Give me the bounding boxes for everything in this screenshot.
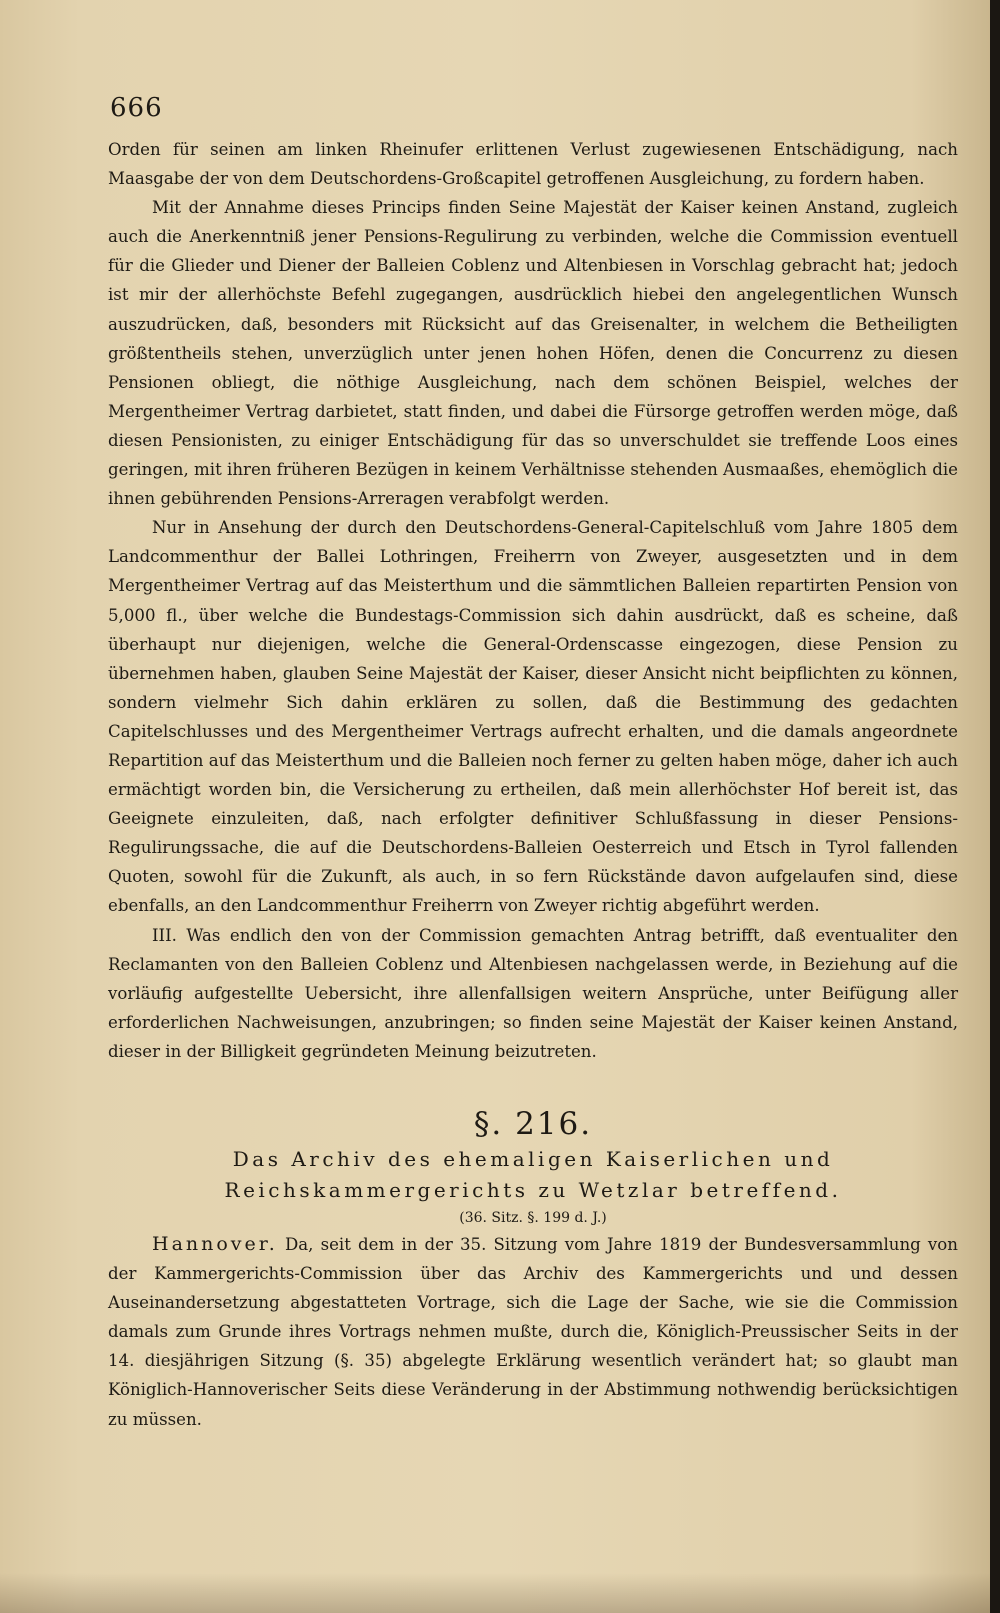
paragraph-item-three: III. Was endlich den von der Commission gemachten Antrag betrifft, daß eventualiter den Reclamanten von den Balleien Coblenz und Altenbiesen nachgelassen werde, in Beziehung auf die vorläufig aufgestellte Uebersicht, ihre allenfallsigen weitern Ansprüche, unter Beifügung aller erforderlichen Nachweisungen, anzubringen; so finden seine Majestät der Kaiser keinen Anstand, dieser in der Billigkeit gegründeten Meinung beizutreten. xyxy=(108,925,958,1061)
section-title: Das Archiv des ehemaligen Kaiserlichen und Reichskammergerichts zu Wetzlar betreffend. xyxy=(224,1147,842,1202)
paragraph-hannover xyxy=(108,1230,958,1434)
section-number: §. 216. xyxy=(473,1106,593,1142)
paragraph-pension-zweyer: Nur in Ansehung der durch den Deutschordens-General-Capitelschluß vom Jahre 1805 dem Landcommenthur der Ballei Lothringen, Freiherrn von Zweyer, ausgesetzten und in dem Mergentheimer Vertrag auf das Meisterthum und die sämmtlichen Balleien repartirten Pension von 5,000 fl., über welche die Bundestags-Commission sich dahin ausdrückt, daß es scheine, daß überhaupt nur diejenigen, welche die General-Ordenscasse eingezogen, diese Pension zu übernehmen haben, glauben Seine Majestät der Kaiser, dieser Ansicht nicht beipflichten zu können, sondern vielmehr Sich dahin erklären zu sollen, daß die Bestimmung des gedachten Capitelschlusses und des Mergentheimer Vertrags aufrecht erhalten, und die damals angeordnete Repartition auf das Meisterthum und die Balleien noch ferner zu gelten haben möge, daher ich auch ermächtigt worden bin, die Versicherung zu ertheilen, daß mein allerhöchster Hof bereit ist, das Geeignete einzuleiten, daß, nach erfolgter definitiver Schlußfassung in dieser Pensions-Regulirungssache, die auf die Deutschordens-Balleien Oesterreich und Etsch in Tyrol fallenden Quoten, sowohl für die Zukunft, als auch, in so fern Rückstände davon aufgelaufen sind, diese ebenfalls, an den Landcommenthur Freiherrn von Zweyer richtig abgeführt werden. xyxy=(108,518,958,916)
paragraph-continuation: Orden für seinen am linken Rheinufer erlittenen Verlust zugewiesenen Entschädigung, nach Maasgabe der von dem Deutschordens-Großcapitel getroffenen Ausgleichung, zu fordern haben. xyxy=(108,140,958,189)
section-reference: (36. Sitz. §. 199 d. J.) xyxy=(459,1210,607,1226)
page-edge-shadow xyxy=(990,0,1000,1613)
paragraph-hannover-text: Da, seit dem in der 35. Sitzung vom Jahre 1819 der Bundesversammlung von der Kammergerichts-Commission über das Archiv des Kammergerichts und und dessen Auseinandersetzung abgestatteten Vortrage, sich die Lage der Sache, wie sie die Commission damals zum Grunde ihres Vortrags nehmen mußte, durch die, Königlich-Preussischer Seits in der 14. diesjährigen Sitzung (§. 35) abgelegte Erklärung wesentlich verändert hat; so glaubt man Königlich-Hannoverischer Seits diese Veränderung in der Abstimmung nothwendig berücksichtigen zu müssen. xyxy=(108,1235,958,1429)
speaker-label: Hannover. xyxy=(152,1233,278,1255)
page-number: 666 xyxy=(110,93,163,123)
page-content xyxy=(108,135,958,1434)
page-bottom-shade xyxy=(0,1573,990,1613)
paragraph-principle: Mit der Annahme dieses Princips finden Seine Majestät der Kaiser keinen Anstand, zugleich auch die Anerkenntniß jener Pensions-Regulirung zu verbinden, welche die Commission eventuell für die Glieder und Diener der Balleien Coblenz und Altenbiesen in Vorschlag gebracht hat; jedoch ist mir der allerhöchste Befehl zugegangen, ausdrücklich hiebei den angelegentlichen Wunsch auszudrücken, daß, besonders mit Rücksicht auf das Greisenalter, in welchem die Betheiligten größtentheils stehen, unverzüglich unter jenen hohen Höfen, denen die Concurrenz zu diesen Pensionen obliegt, die nöthige Ausgleichung, nach dem schönen Beispiel, welches der Mergentheimer Vertrag darbietet, statt finden, und dabei die Fürsorge getroffen werden möge, daß diesen Pensionisten, zu einiger Entschädigung für das so unverschuldet sie treffende Loos eines geringen, mit ihren früheren Bezügen in keinem Verhältnisse stehenden Ausmaaßes, ehemöglich die ihnen gebührenden Pensions-Arreragen verabfolgt werden. xyxy=(108,198,958,509)
